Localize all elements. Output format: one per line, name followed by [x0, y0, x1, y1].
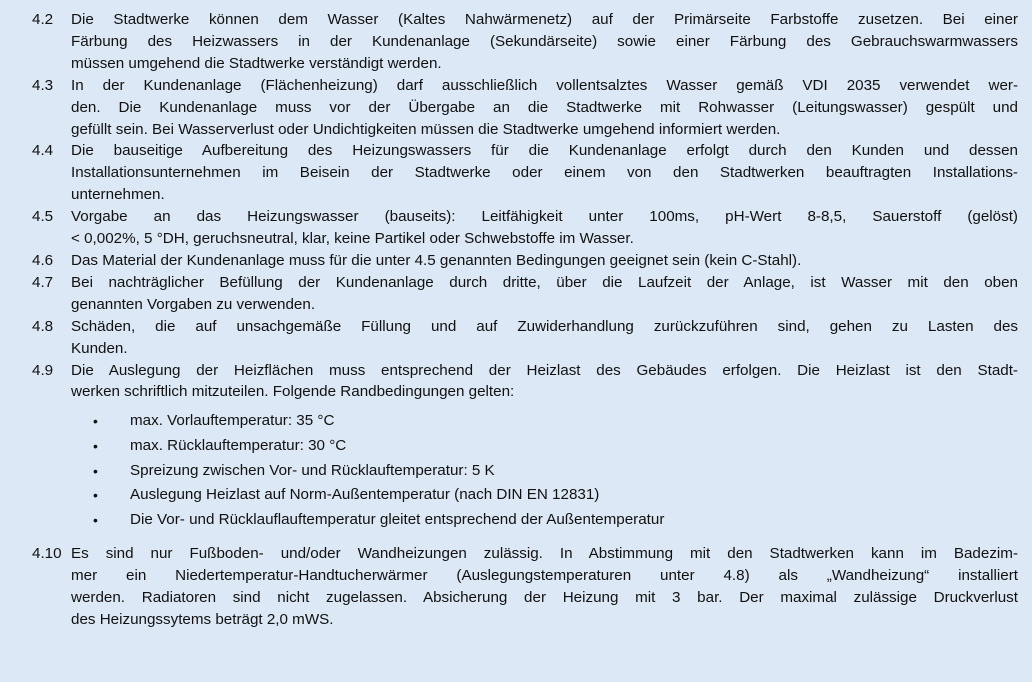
clause-line: Bei nachträglicher Befüllung der Kundenanlage durch dritte, über die Laufzeit der Anlage, ist Wasser mit den oben [71, 273, 1018, 291]
clause-4-5 [32, 206, 1018, 250]
bullet-icon: • [93, 413, 98, 430]
list-item [93, 459, 1018, 484]
clause-line: gefüllt sein. Bei Wasserverlust oder Undichtigkeiten müssen die Stadtwerke umgehend informiert werden. [71, 120, 781, 138]
clause-line: Es sind nur Fußboden- und/oder Wandheizungen zulässig. In Abstimmung mit den Stadtwerken kann im Badezim- [71, 545, 1018, 563]
clause-4-2 [32, 9, 1018, 75]
bullet-icon: • [93, 462, 98, 479]
clause-number: 4.4 [32, 142, 54, 160]
clause-line: mer ein Niedertemperatur-Handtucherwärmer (Auslegungstemperaturen unter 4.8) als „Wandheizung“ installiert [71, 567, 1018, 585]
clause-4-6 [32, 250, 1018, 272]
clause-line: < 0,002%, 5 °DH, geruchsneutral, klar, keine Partikel oder Schwebstoffe im Wasser. [71, 230, 634, 248]
clause-line: werden. Radiatoren sind nicht zugelassen. Absicherung der Heizung mit 3 bar. Der maximal zulässige Druckverlust [71, 589, 1018, 607]
list-item [93, 409, 1018, 434]
clause-4-9 [32, 360, 1018, 404]
list-item [93, 434, 1018, 459]
clause-text [71, 360, 1018, 404]
clause-line: müssen umgehend die Stadtwerke verständigt werden. [71, 54, 442, 72]
clause-line: Die bauseitige Aufbereitung des Heizungswassers für die Kundenanlage erfolgt durch den Kunden und dessen [71, 142, 1018, 160]
clause-line: Installationsunternehmen im Beisein der Stadtwerke oder einem von den Stadtwerken beauftragten Installations- [71, 164, 1018, 182]
list-item-text: max. Vorlauftemperatur: 35 °C [130, 412, 335, 430]
bullet-icon: • [93, 511, 98, 528]
clause-text [71, 316, 1018, 360]
clause-text [71, 206, 1018, 250]
clause-text [71, 250, 1018, 272]
clause-number: 4.2 [32, 11, 54, 28]
clause-number: 4.3 [32, 76, 54, 94]
clause-text [71, 9, 1018, 75]
bullet-icon: • [93, 437, 98, 454]
clause-number: 4.8 [32, 317, 54, 335]
clause-line: des Heizungssytems beträgt 2,0 mWS. [71, 611, 334, 628]
clause-4-10 [32, 543, 1018, 631]
clause-line: Kunden. [71, 339, 128, 357]
clause-text [71, 75, 1018, 141]
list-item-text: Spreizung zwischen Vor- und Rücklauftemperatur: 5 K [130, 461, 495, 479]
clause-4-4 [32, 140, 1018, 206]
clause-4-8 [32, 316, 1018, 360]
clause-line: Schäden, die auf unsachgemäße Füllung und auf Zuwiderhandlung zurückzuführen sind, gehen zu Lasten des [71, 317, 1018, 335]
clause-line: Die Auslegung der Heizflächen muss entsprechend der Heizlast des Gebäudes erfolgen. Die Heizlast ist den Stadt- [71, 361, 1018, 379]
list-item-text: Auslegung Heizlast auf Norm-Außentemperatur (nach DIN EN 12831) [130, 486, 600, 504]
clause-line: Vorgabe an das Heizungswasser (bauseits): Leitfähigkeit unter 100ms, pH-Wert 8-8,5, Sauerstoff (gelöst) [71, 208, 1018, 226]
clause-line: Das Material der Kundenanlage muss für die unter 4.5 genannten Bedingungen geeignet sein (kein C-Stahl). [71, 251, 802, 269]
clause-line: den. Die Kundenanlage muss vor der Übergabe an die Stadtwerke mit Rohwasser (Leitungswasser) gespült und [71, 98, 1018, 116]
clause-4-3 [32, 75, 1018, 141]
clause-4-7 [32, 272, 1018, 316]
clause-line: genannten Vorgaben zu verwenden. [71, 295, 316, 313]
bullet-icon: • [93, 487, 98, 504]
clause-number: 4.10 [32, 545, 62, 563]
list-item-text: max. Rücklauftemperatur: 30 °C [130, 436, 347, 454]
clause-text [71, 272, 1018, 316]
clause-line: In der Kundenanlage (Flächenheizung) darf ausschließlich vollentsalztes Wasser gemäß VDI 2035 verwendet wer- [71, 76, 1018, 94]
clause-number: 4.7 [32, 273, 54, 291]
clause-number: 4.9 [32, 361, 54, 379]
clause-line: werken schriftlich mitzuteilen. Folgende Randbedingungen gelten: [71, 383, 515, 401]
section-spacer [32, 532, 1018, 543]
condition-bullet-list [32, 409, 1018, 532]
clause-text [71, 543, 1018, 631]
list-item [93, 508, 1018, 533]
clause-number: 4.6 [32, 251, 54, 269]
list-item-text: Die Vor- und Rücklauflauftemperatur gleitet entsprechend der Außentemperatur [130, 510, 665, 528]
clause-line: unternehmen. [71, 186, 165, 204]
clause-text [71, 140, 1018, 206]
clause-line: Färbung des Heizwassers in der Kundenanlage (Sekundärseite) sowie einer Färbung des Gebrauchswarmwassers [71, 32, 1018, 50]
clause-number: 4.5 [32, 208, 54, 226]
clause-line: Die Stadtwerke können dem Wasser (Kaltes Nahwärmenetz) auf der Primärseite Farbstoffe zusetzen. Bei einer [71, 11, 1018, 28]
list-item [93, 483, 1018, 508]
